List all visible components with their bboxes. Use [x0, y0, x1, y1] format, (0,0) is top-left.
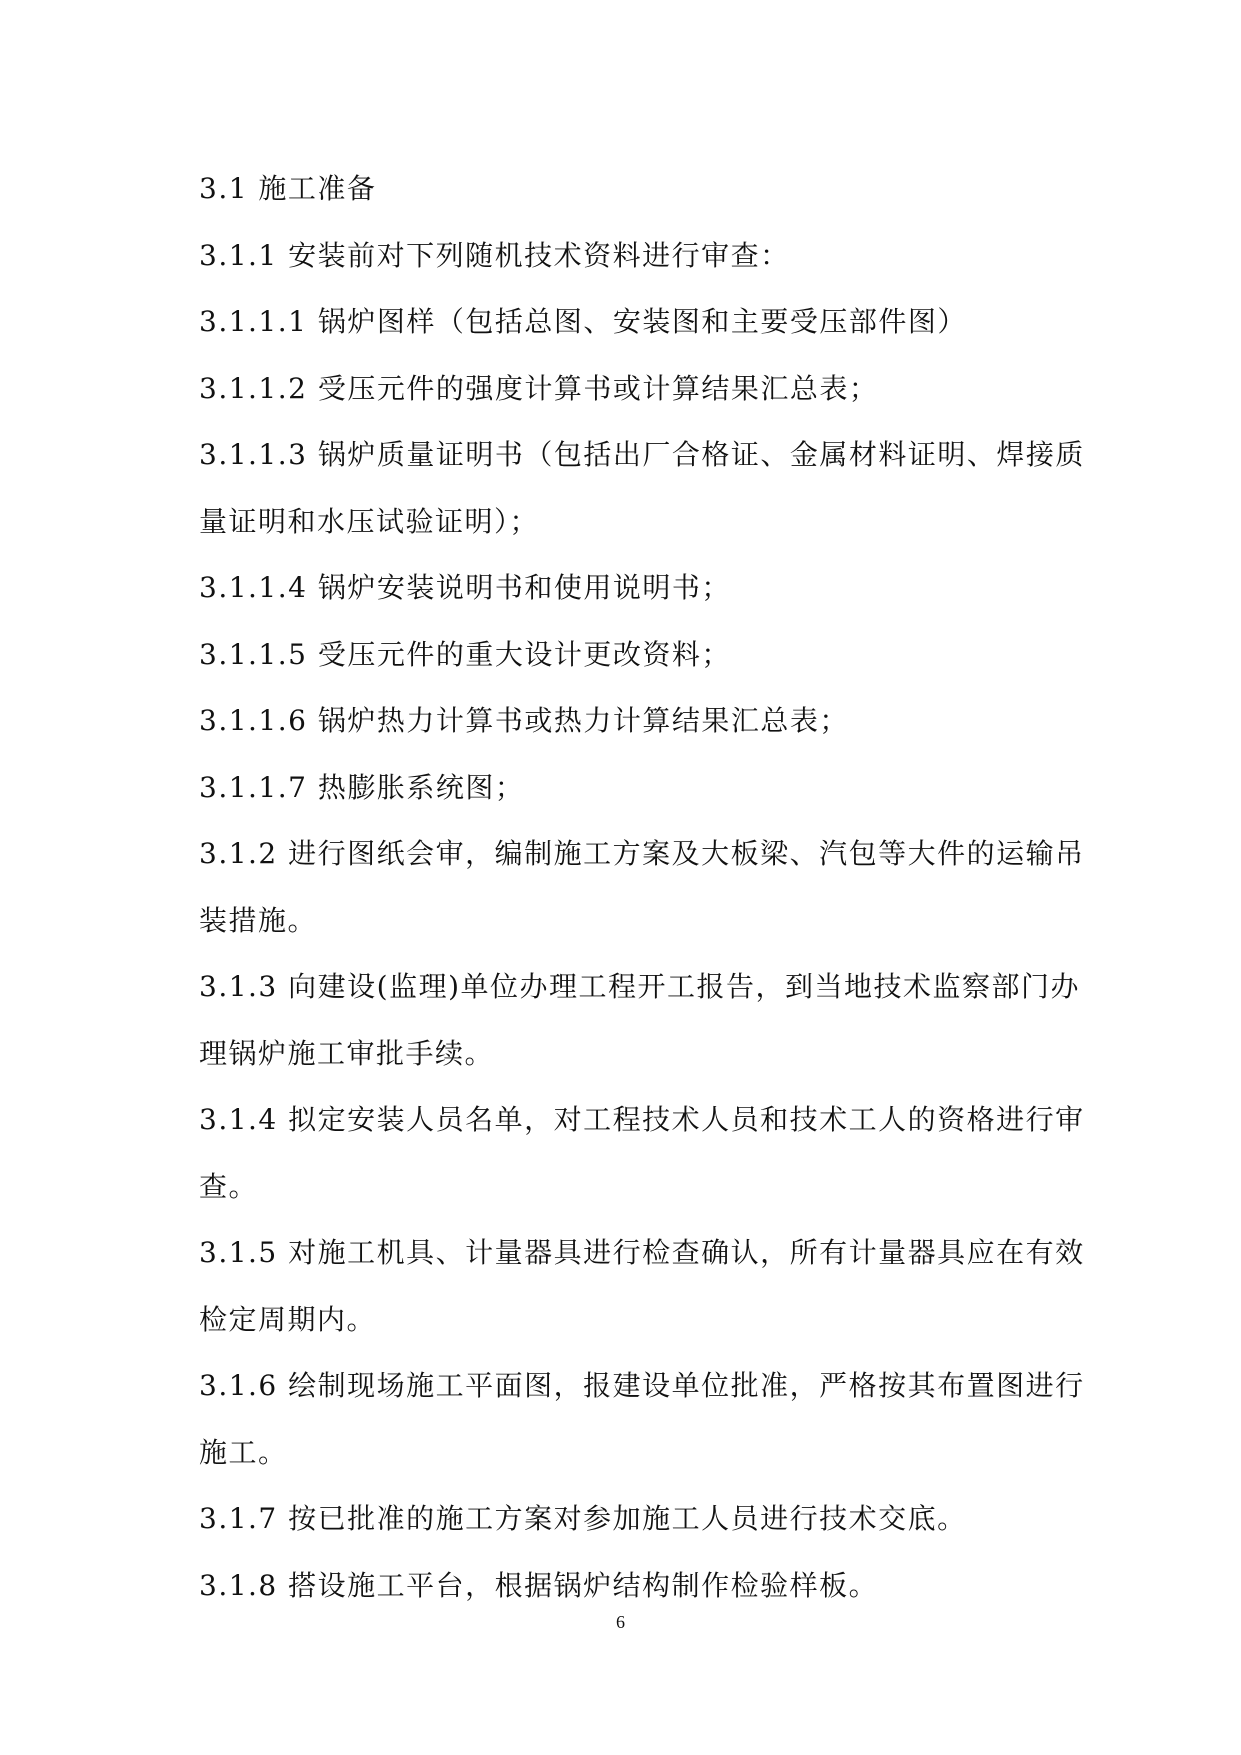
paragraph-line: 装措施。 [199, 903, 318, 937]
paragraph-line: 3.1.4 拟定安装人员名单，对工程技术人员和技术工人的资格进行审 [199, 1103, 1085, 1136]
paragraph-line: 量证明和水压试验证明）； [199, 504, 540, 538]
paragraph-line: 3.1.3 向建设(监理)单位办理工程开工报告，到当地技术监察部门办 [199, 970, 1080, 1003]
paragraph-line: 3.1.7 按已批准的施工方案对参加施工人员进行技术交底。 [199, 1502, 967, 1535]
paragraph-line: 3.1.1.6 锅炉热力计算书或热力计算结果汇总表； [199, 704, 849, 737]
paragraph-line: 理锅炉施工审批手续。 [199, 1036, 495, 1070]
paragraph-line: 3.1.8 搭设施工平台，根据锅炉结构制作检验样板。 [199, 1568, 879, 1602]
paragraph-line: 3.1.2 进行图纸会审，编制施工方案及大板梁、汽包等大件的运输吊 [199, 837, 1085, 870]
paragraph-line: 3.1.5 对施工机具、计量器具进行检查确认，所有计量器具应在有效 [199, 1236, 1085, 1269]
paragraph-line: 3.1.1.5 受压元件的重大设计更改资料； [199, 637, 731, 671]
paragraph-line: 3.1.6 绘制现场施工平面图，报建设单位批准，严格按其布置图进行 [199, 1369, 1085, 1402]
paragraph-line: 3.1.1.2 受压元件的强度计算书或计算结果汇总表； [199, 371, 879, 405]
paragraph-line: 施工。 [199, 1435, 288, 1469]
paragraph-line: 3.1.1 安装前对下列随机技术资料进行审查： [199, 238, 790, 272]
paragraph-line: 检定周期内。 [199, 1302, 377, 1336]
paragraph-line: 3.1.1.3 锅炉质量证明书（包括出厂合格证、金属材料证明、焊接质 [199, 438, 1085, 471]
paragraph-line: 3.1.1.4 锅炉安装说明书和使用说明书； [199, 571, 731, 604]
page-number: 6 [616, 1612, 625, 1632]
paragraph-line: 3.1.1.7 热膨胀系统图； [199, 770, 525, 804]
document-body [199, 156, 1085, 1619]
paragraph-line: 查。 [199, 1169, 259, 1203]
paragraph-line: 3.1.1.1 锅炉图样（包括总图、安装图和主要受压部件图） [199, 305, 967, 338]
section-heading: 3.1 施工准备 [199, 172, 377, 205]
